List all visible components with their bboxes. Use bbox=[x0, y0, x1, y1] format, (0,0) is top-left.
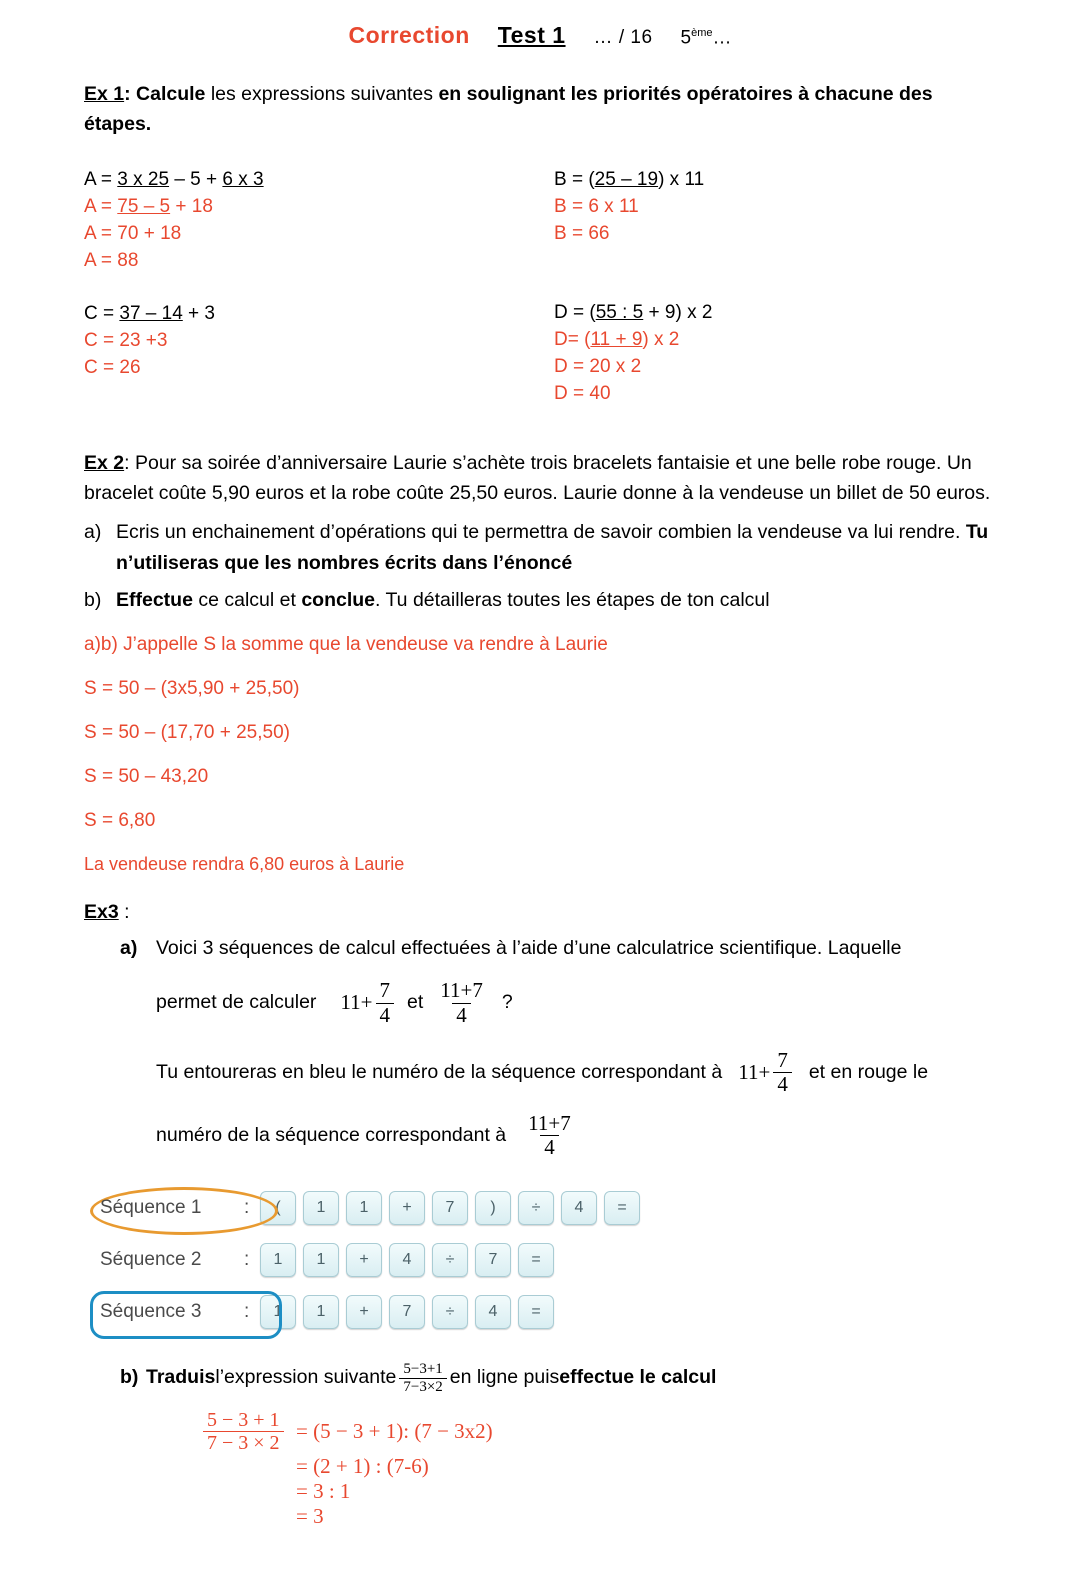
sequence-row-1 bbox=[94, 1185, 996, 1231]
ex1-a-line-3: A = 70 + 18 bbox=[84, 223, 182, 245]
calc-key[interactable]: ÷ bbox=[518, 1191, 554, 1225]
ex1-c1-mid: + 3 bbox=[182, 303, 216, 325]
ex1-b-line-2: B = 6 x 11 bbox=[554, 196, 639, 218]
calculator-sequences bbox=[84, 1185, 996, 1335]
ex1-instruction-bold: en soulignant les priorités opératoires à chacune des étapes. bbox=[84, 83, 933, 136]
calc-key[interactable]: ( bbox=[260, 1191, 296, 1225]
ex1-b1-mid: ) x 11 bbox=[658, 169, 705, 191]
ex3-answer-numerator: 5 − 3 + 1 bbox=[207, 1409, 280, 1432]
ex2-item-b-tail: . Tu détailleras toutes les étapes de ton calcul bbox=[375, 589, 770, 612]
ex1-d-line-3: D = 20 x 2 bbox=[554, 356, 642, 378]
ex1-c-line-3: C = 26 bbox=[84, 357, 141, 379]
ex3-expression-1-denominator: 4 bbox=[376, 1003, 395, 1027]
ex1-right-gap bbox=[554, 248, 996, 300]
ex2-statement-text: Pour sa soirée d’anniversaire Laurie s’achète trois bracelets fantaisie et une belle robe rouge. Un bracelet coûte 5,90 euros et la robe coûte 25,50 euros. Laurie donne à la vendeuse un billet de 50 euros. bbox=[84, 452, 991, 505]
header-level-number: 5 bbox=[680, 27, 692, 48]
ex3-instruction-blue-line bbox=[120, 1049, 996, 1096]
sequence-2-label: Séquence 2 bbox=[100, 1249, 202, 1271]
ex1-block-a bbox=[84, 167, 554, 275]
ex1-a-line-4: A = 88 bbox=[84, 250, 139, 272]
calc-key[interactable]: 1 bbox=[260, 1295, 296, 1329]
ex3-expression-1-whole: 11+ bbox=[340, 990, 373, 1015]
ex3-expression-1-fraction bbox=[376, 979, 395, 1026]
ex1-a1-underline2: 6 x 3 bbox=[222, 169, 264, 191]
ex1-a2-prefix: A = bbox=[84, 196, 118, 218]
calc-key[interactable]: 1 bbox=[303, 1295, 339, 1329]
ex3-expression-3-denominator: 4 bbox=[773, 1072, 792, 1096]
sequence-1-label: Séquence 1 bbox=[100, 1197, 202, 1219]
ex1-d2-mid: ) x 2 bbox=[642, 329, 680, 351]
calc-key[interactable]: ) bbox=[475, 1191, 511, 1225]
ex3-expression-3-whole: 11+ bbox=[738, 1059, 771, 1084]
sequence-row-3 bbox=[94, 1289, 996, 1335]
header-test-title: Test 1 bbox=[497, 22, 566, 48]
ex3-item-a-text: Voici 3 séquences de calcul effectuées à l’aide d’une calculatrice scientifique. Laquelle bbox=[156, 937, 902, 960]
ex3-title: Ex3 bbox=[84, 901, 119, 924]
ex3-expression-4 bbox=[524, 1112, 575, 1159]
sequence-row-2 bbox=[94, 1237, 996, 1283]
ex3-item-a-text2: permet de calculer bbox=[156, 991, 317, 1014]
ex1-grid bbox=[84, 167, 996, 408]
calc-key[interactable]: 1 bbox=[303, 1243, 339, 1277]
calc-key[interactable]: 4 bbox=[389, 1243, 425, 1277]
calc-key[interactable]: 4 bbox=[561, 1191, 597, 1225]
calc-key[interactable]: 1 bbox=[260, 1243, 296, 1277]
ex1-a1-mid: – 5 + bbox=[169, 169, 223, 191]
ex1-c1-prefix: C = bbox=[84, 303, 120, 325]
ex1-left-gap bbox=[84, 275, 554, 301]
ex2-item-a-text: Ecris un enchainement d’opérations qui te permettra de savoir combien la vendeuse va lui rendre. bbox=[116, 520, 966, 543]
ex3-item-b bbox=[84, 1361, 996, 1395]
ex2-solution-line-5: S = 6,80 bbox=[84, 810, 156, 832]
ex3-instruction-blue-2: et en rouge le bbox=[808, 1060, 929, 1083]
sequence-3-label: Séquence 3 bbox=[100, 1301, 202, 1323]
ex1-colon: : bbox=[124, 83, 131, 105]
ex3-item-b-bold2: effectue le calcul bbox=[559, 1366, 717, 1389]
ex3-answer-denominator: 7 − 3 × 2 bbox=[203, 1431, 284, 1454]
ex1-c1-underline1: 37 – 14 bbox=[119, 303, 183, 325]
ex3-expression-3-numerator: 7 bbox=[777, 1047, 788, 1072]
ex3-expression-1 bbox=[340, 979, 397, 1026]
ex1-instruction-mid: les expressions suivantes bbox=[210, 83, 439, 105]
ex3-item-b-marker: b) bbox=[120, 1366, 139, 1389]
ex3-answer bbox=[84, 1409, 996, 1529]
ex3-item-b-mid2: en ligne puis bbox=[449, 1366, 560, 1389]
ex3-expression-4-denominator: 4 bbox=[540, 1135, 559, 1159]
ex2-solution-conclusion: La vendeuse rendra 6,80 euros à Laurie bbox=[84, 854, 405, 875]
ex3-answer-line-3: = 3 : 1 bbox=[296, 1479, 351, 1504]
ex2-item-a bbox=[84, 517, 996, 579]
ex1-d1-underline1: 55 : 5 bbox=[595, 302, 644, 324]
ex3-answer-row-1 bbox=[200, 1409, 996, 1454]
ex3-and: et bbox=[407, 991, 424, 1014]
ex1-a-line-1 bbox=[84, 167, 554, 194]
ex2-item-a-bold: Tu n’utiliseras que les nombres écrits dans l’énoncé bbox=[116, 520, 989, 574]
ex1-d1-prefix: D = ( bbox=[554, 302, 596, 324]
ex2-item-b-body bbox=[116, 585, 996, 616]
ex2-item-b-marker: b) bbox=[84, 589, 102, 612]
ex1-col-left bbox=[84, 167, 554, 408]
ex3-expression-4-numerator: 11+7 bbox=[528, 1110, 571, 1135]
ex1-d-line-1 bbox=[554, 300, 996, 327]
calc-key[interactable]: 1 bbox=[303, 1191, 339, 1225]
ex1-b-line-1 bbox=[554, 167, 996, 194]
calc-key[interactable]: 4 bbox=[475, 1295, 511, 1329]
ex1-c-line-1 bbox=[84, 301, 554, 328]
calc-key[interactable]: = bbox=[518, 1295, 554, 1329]
calc-key[interactable]: 1 bbox=[346, 1191, 382, 1225]
ex1-a1-prefix: A = bbox=[84, 169, 118, 191]
ex3-title-row bbox=[84, 901, 996, 924]
ex1-b-line-3: B = 66 bbox=[554, 223, 610, 245]
ex1-b1-underline1: 25 – 19 bbox=[594, 169, 659, 191]
ex1-block-d bbox=[554, 300, 996, 408]
ex3-expression-1-numerator: 7 bbox=[379, 978, 390, 1003]
ex1-title: Ex 1 bbox=[84, 83, 125, 105]
ex1-d-line-4: D = 40 bbox=[554, 383, 611, 405]
ex1-instruction-calcule: Calcule bbox=[130, 83, 211, 105]
ex2-item-b-bold1: Effectue bbox=[116, 589, 193, 612]
ex2-solution-line-1: a)b) J’appelle S la somme que la vendeuse va rendre à Laurie bbox=[84, 634, 608, 656]
ex2-item-b bbox=[84, 585, 996, 616]
ex1-d1-mid: + 9) x 2 bbox=[643, 302, 713, 324]
ex3-answer-line-1: = (5 − 3 + 1): (7 − 3x2) bbox=[296, 1419, 493, 1444]
header-level-tail: … bbox=[712, 27, 732, 48]
header-score: … / 16 bbox=[593, 27, 653, 48]
ex2-item-a-marker: a) bbox=[84, 520, 102, 543]
sequence-2-colon: : bbox=[244, 1249, 250, 1271]
calc-key[interactable]: 7 bbox=[475, 1243, 511, 1277]
ex3-body bbox=[84, 934, 996, 1159]
ex3-item-a-line2 bbox=[120, 979, 996, 1026]
ex1-d-line-2 bbox=[554, 327, 996, 354]
ex1-a2-mid: + 18 bbox=[170, 196, 213, 218]
ex3-instruction-blue-1: Tu entoureras en bleu le numéro de la séquence correspondant à bbox=[156, 1060, 723, 1083]
ex2-title: Ex 2 bbox=[84, 452, 125, 475]
ex2-questions bbox=[84, 517, 996, 617]
ex3-item-a-marker: a) bbox=[120, 937, 138, 960]
ex3-item-b-line bbox=[120, 1361, 996, 1395]
calc-key[interactable]: ÷ bbox=[432, 1243, 468, 1277]
ex3-answer-fraction-inner bbox=[203, 1409, 284, 1454]
ex3-colon: : bbox=[118, 901, 130, 924]
ex1-d2-underline1: 11 + 9 bbox=[590, 329, 643, 351]
ex3-expression-3-fraction bbox=[773, 1049, 792, 1096]
ex3-expression-2-numerator: 11+7 bbox=[440, 978, 483, 1003]
ex3-item-b-fraction bbox=[399, 1361, 446, 1395]
ex1-instruction bbox=[84, 79, 996, 139]
ex2-colon: : bbox=[124, 452, 130, 475]
ex2-item-b-mid: ce calcul et bbox=[192, 589, 302, 612]
sequence-3-colon: : bbox=[244, 1301, 250, 1323]
ex3-item-b-mid: l’expression suivante bbox=[215, 1366, 397, 1389]
ex2-item-a-body bbox=[116, 517, 996, 579]
ex3-expression-2 bbox=[436, 979, 487, 1026]
ex3-expression-3 bbox=[738, 1049, 795, 1096]
ex1-a2-underline1: 75 – 5 bbox=[117, 196, 171, 218]
calc-key[interactable]: 7 bbox=[389, 1295, 425, 1329]
ex3-item-b-denominator: 7−3×2 bbox=[399, 1378, 446, 1396]
sequence-1-colon: : bbox=[244, 1197, 250, 1219]
ex2-solution-line-3: S = 50 – (17,70 + 25,50) bbox=[84, 722, 290, 744]
calc-key[interactable]: + bbox=[389, 1191, 425, 1225]
header-level-suffix: ème bbox=[691, 26, 713, 39]
calc-key[interactable]: + bbox=[346, 1295, 382, 1329]
ex3-item-b-bold1: Traduis bbox=[146, 1366, 216, 1389]
header-correction: Correction bbox=[348, 22, 470, 48]
ex3-item-b-numerator: 5−3+1 bbox=[403, 1361, 443, 1378]
calc-key[interactable]: + bbox=[346, 1243, 382, 1277]
calc-key[interactable]: 7 bbox=[432, 1191, 468, 1225]
ex1-b1-prefix: B = ( bbox=[554, 169, 595, 191]
ex3-instruction-blue-3: numéro de la séquence correspondant à bbox=[156, 1123, 507, 1146]
ex2-solution-line-2: S = 50 – (3x5,90 + 25,50) bbox=[84, 678, 300, 700]
calc-key[interactable]: = bbox=[604, 1191, 640, 1225]
ex1-block-b bbox=[554, 167, 996, 248]
ex1-col-right bbox=[554, 167, 996, 408]
ex2-solution-line-4: S = 50 – 43,20 bbox=[84, 766, 209, 788]
ex3-expression-2-denominator: 4 bbox=[452, 1003, 471, 1027]
ex3-answer-line-2: = (2 + 1) : (7-6) bbox=[296, 1454, 429, 1479]
calc-key[interactable]: = bbox=[518, 1243, 554, 1277]
ex3-answer-line-4: = 3 bbox=[296, 1504, 324, 1529]
ex1-a-line-2 bbox=[84, 194, 554, 221]
header-level bbox=[681, 27, 732, 49]
calc-key[interactable]: ÷ bbox=[432, 1295, 468, 1329]
ex2-statement bbox=[84, 448, 996, 508]
ex1-c-line-2: C = 23 +3 bbox=[84, 330, 168, 352]
ex3-question-mark: ? bbox=[501, 991, 513, 1014]
ex1-block-c bbox=[84, 301, 554, 382]
ex1-d2-prefix: D= ( bbox=[554, 329, 591, 351]
ex1-a1-underline1: 3 x 25 bbox=[117, 169, 170, 191]
ex2-item-b-bold2: conclue bbox=[301, 589, 376, 612]
ex3-answer-fraction bbox=[200, 1409, 296, 1454]
document-content bbox=[0, 79, 1080, 1569]
ex3-instruction-red-line bbox=[120, 1112, 996, 1159]
page-header bbox=[0, 0, 1080, 49]
ex3-item-a bbox=[120, 934, 996, 963]
